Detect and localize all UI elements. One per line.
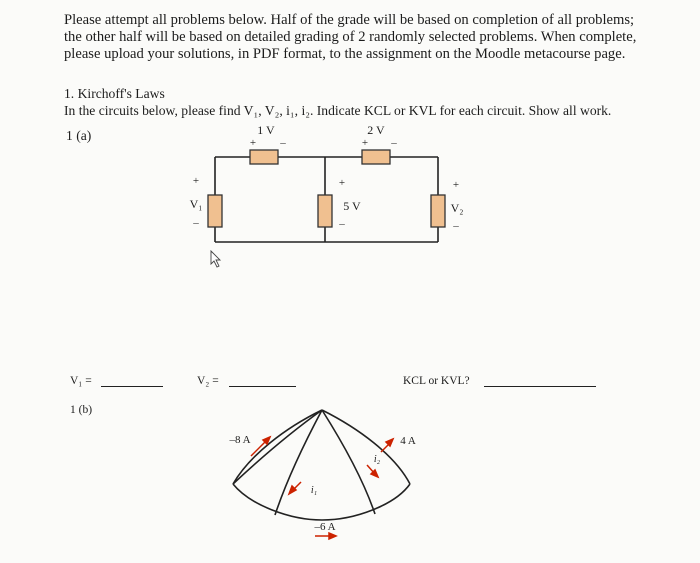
label-i1: i₁ — [310, 485, 318, 496]
label-v1: V₁ — [189, 197, 203, 211]
part-b-label: 1 (b) — [70, 404, 93, 416]
label-i2: i₂ — [373, 454, 381, 465]
minus-v2: – — [453, 220, 459, 232]
label-1v: 1 V — [257, 123, 275, 137]
current-bottom-label: –6 A — [314, 521, 336, 533]
arrow-bottom-head — [329, 533, 336, 539]
plus-v2: + — [452, 179, 460, 191]
answer-v2-label: V₂ = — [197, 375, 219, 387]
label-2v: 2 V — [367, 123, 385, 137]
plus-5v: + — [338, 177, 346, 189]
part-a-label: 1 (a) — [66, 128, 92, 143]
plus-v1: + — [192, 175, 200, 187]
current-left-label: –8 A — [229, 434, 251, 446]
instruction-line-1: Please attempt all problems below. Half of the grade will be based on completion of all problems; — [64, 12, 635, 28]
minus-2v: – — [391, 137, 397, 149]
problem-heading: 1. Kirchoff's Laws — [64, 86, 165, 101]
minus-v1: – — [193, 217, 199, 229]
circuit-b-wires — [233, 410, 410, 520]
minus-1v: – — [280, 137, 286, 149]
plus-2v: + — [361, 137, 369, 149]
plus-1v: + — [249, 137, 257, 149]
current-right-label: 4 A — [400, 435, 416, 447]
label-5v: 5 V — [343, 199, 361, 213]
answer-kcl-label: KCL or KVL? — [403, 375, 470, 387]
instruction-line-3: please upload your solutions, in PDF format, to the assignment on the Moodle metacourse page. — [64, 46, 626, 62]
instruction-line-2: the other half will be based on detailed grading of 2 randomly selected problems. When complete, — [64, 29, 637, 45]
problem-prompt: In the circuits below, please find V₁, V₂, i₁, i₂. Indicate KCL or KVL for each circuit. Show all work. — [64, 103, 612, 118]
label-v2: V₂ — [450, 201, 464, 215]
minus-5v: – — [339, 218, 345, 230]
answer-v1-label: V₁ = — [70, 375, 92, 387]
